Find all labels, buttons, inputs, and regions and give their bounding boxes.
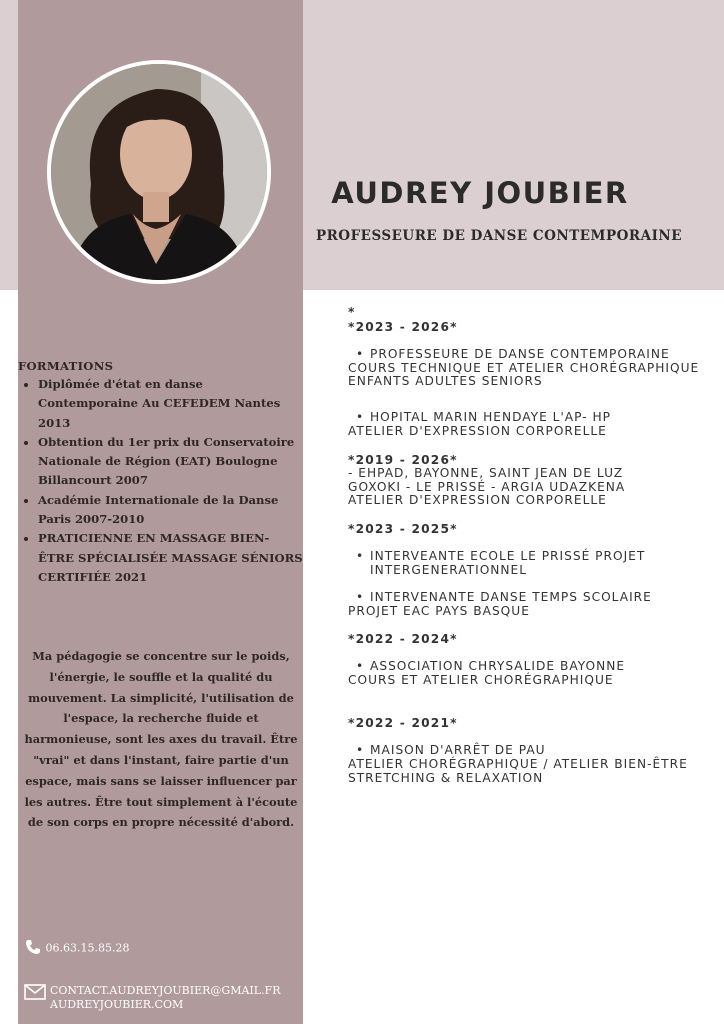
website-link[interactable]: AUDREYJOUBIER.COM: [50, 998, 184, 1011]
email-address[interactable]: CONTACT.AUDREYJOUBIER@GMAIL.FR: [50, 984, 281, 997]
entry-line: GOXOKI - LE PRISSÉ - ARGIA UDAZKENA: [348, 479, 626, 494]
experience-entry: [348, 522, 708, 618]
entry-bullet: • ASSOCIATION CHRYSALIDE BAYONNE: [348, 660, 708, 674]
entry-line: ATELIER D'EXPRESSION CORPORELLE: [348, 423, 607, 438]
entry-date: *2022 - 2024*: [348, 632, 458, 647]
formation-item: • PRATICIENNE EN MASSAGE BIEN-ÊTRE SPÉCIALISÉE MASSAGE SÉNIORS CERTIFIÉE 2021: [38, 529, 303, 587]
entry-date: *2023 - 2025*: [348, 522, 458, 537]
entry-bullet: • MAISON D'ARRÊT DE PAU: [348, 744, 708, 758]
entry-line: COURS TECHNIQUE ET ATELIER CHORÉGRAPHIQUE: [348, 360, 700, 375]
entry-date: *2023 - 2026*: [348, 319, 458, 334]
entry-line: ENFANTS ADULTES SENIORS: [348, 374, 543, 389]
entry-line: - EHPAD, BAYONNE, SAINT JEAN DE LUZ: [348, 465, 624, 480]
entry-line: ATELIER CHORÉGRAPHIQUE / ATELIER BIEN-ÊTRE STRETCHING & RELAXATION: [348, 756, 688, 785]
entry-line: COURS ET ATELIER CHORÉGRAPHIQUE: [348, 673, 614, 688]
experience-entry: [348, 453, 708, 508]
entry-bullet: • INTERVEANTE ECOLE LE PRISSÉ PROJET INTERGENERATIONNEL: [348, 550, 708, 578]
pedagogy-text: Ma pédagogie se concentre sur le poids, l'énergie, le souffle et la qualité du mouvement. La simplicité, l'utilisation de l'espace, la recherche fluide et harmonieuse, sont les axes du travail. Être "vrai" et dans l'instant, faire partie d'un espace, mais sans se laisser influencer par les autres. Être tout simplement à l'écoute de son corps en propre nécessité d'abord.: [24, 649, 298, 830]
entry-bullet: • HOPITAL MARIN HENDAYE L'AP- HP: [348, 411, 708, 425]
envelope-icon: [24, 984, 46, 1003]
experience-entry: [348, 320, 708, 439]
experience-entry: [348, 632, 708, 688]
formation-item: • Obtention du 1er prix du Conservatoire Nationale de Région (EAT) Boulogne Billancourt 2007: [38, 433, 303, 491]
formations-heading: FORMATIONS: [18, 359, 114, 373]
profile-photo: [47, 60, 271, 284]
formation-item: • Diplômée d'état en danse Contemporaine Au CEFEDEM Nantes 2013: [38, 375, 303, 433]
entry-date: *2022 - 2021*: [348, 715, 458, 730]
entry-line: ATELIER D'EXPRESSION CORPORELLE: [348, 493, 607, 508]
formation-item: • Académie Internationale de la Danse Paris 2007-2010: [38, 491, 303, 530]
formations-list: [18, 375, 303, 587]
experience-section: [348, 306, 708, 785]
experience-entry: [348, 716, 708, 785]
phone-number[interactable]: 06.63.15.85.28: [45, 941, 130, 955]
phone-icon: [24, 938, 42, 959]
person-name: AUDREY JOUBIER: [331, 176, 629, 210]
entry-date: *2019 - 2026*: [348, 452, 458, 467]
entry-line: PROJET EAC PAYS BASQUE: [348, 603, 530, 618]
contact-phone: [24, 938, 129, 959]
contact-email: [24, 984, 281, 1011]
experience-star: *: [348, 305, 356, 319]
entry-bullet: • INTERVENANTE DANSE TEMPS SCOLAIRE: [348, 591, 708, 605]
entry-bullet: • PROFESSEURE DE DANSE CONTEMPORAINE: [348, 348, 708, 362]
formations-section: [18, 359, 303, 587]
job-title: PROFESSEURE DE DANSE CONTEMPORAINE: [315, 228, 683, 244]
